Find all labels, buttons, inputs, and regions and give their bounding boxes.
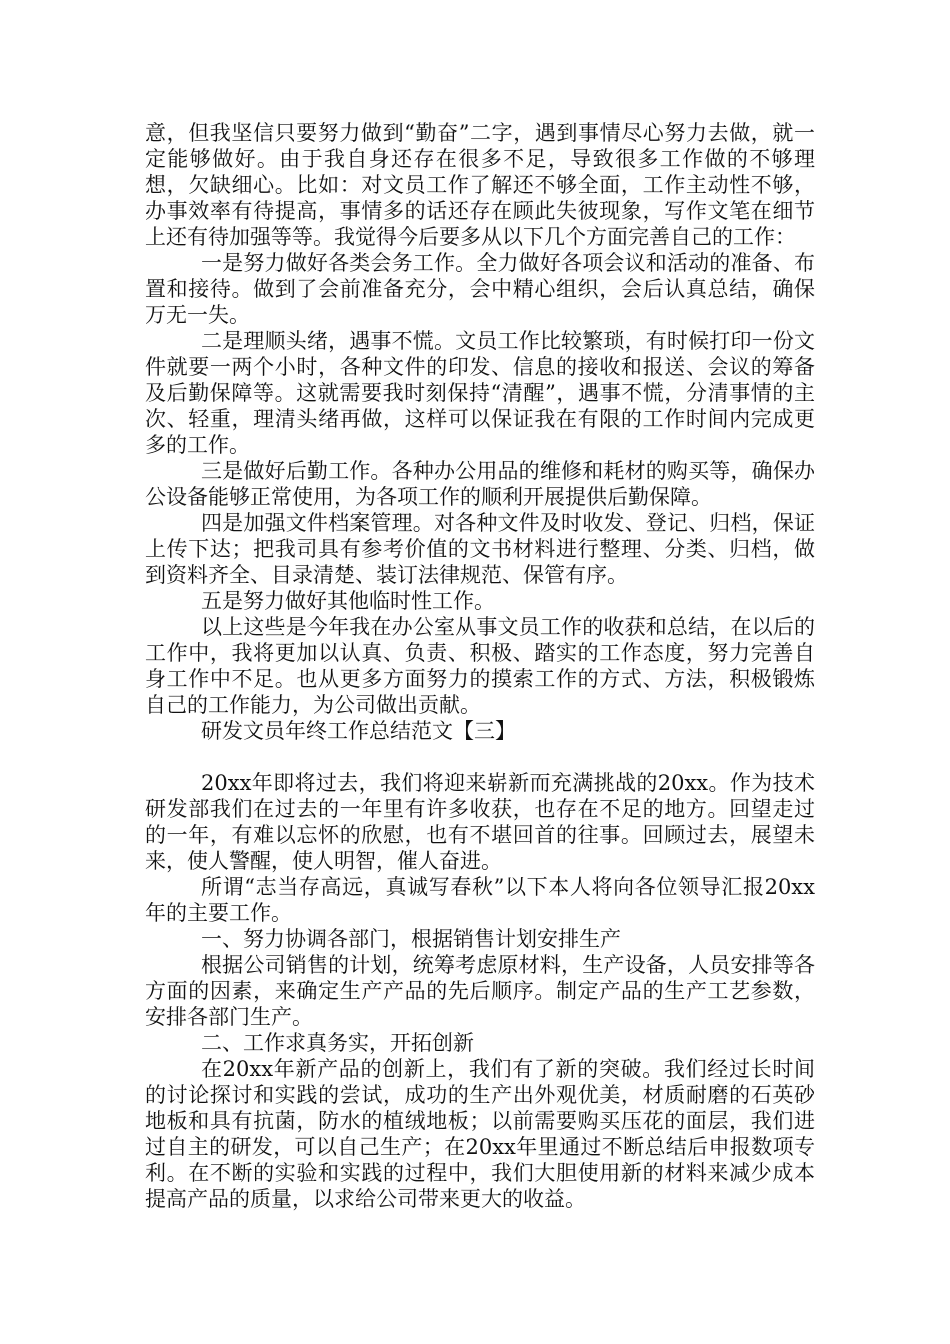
blank-line [145,744,815,770]
subsection-heading: 二、工作求真务实，开拓创新 [201,1031,474,1055]
body-paragraph: 一是努力做好各类会务工作。全力做好各项会议和活动的准备、布置和接待。做到了会前准备充分，会中精心组织，会后认真总结，确保万无一失。 [145,251,815,327]
body-paragraph: 四是加强文件档案管理。对各种文件及时收发、登记、归档，保证上传下达；把我司具有参考价值的文书材料进行整理、分类、归档，做到资料齐全、目录清楚、装订法律规范、保管有序。 [145,511,815,587]
body-paragraph: 所谓“志当存高远，真诚写春秋”以下本人将向各位领导汇报20xx年的主要工作。 [145,875,815,925]
body-paragraph: 根据公司销售的计划，统筹考虑原材料，生产设备，人员安排等各方面的因素，来确定生产产品的先后顺序。制定产品的生产工艺参数，安排各部门生产。 [145,953,815,1029]
body-paragraph: 三是做好后勤工作。各种办公用品的维修和耗材的购买等，确保办公设备能够正常使用，为各项工作的顺利开展提供后勤保障。 [145,459,815,509]
body-paragraph: 以上这些是今年我在办公室从事文员工作的收获和总结，在以后的工作中，我将更加以认真、负责、积极、踏实的工作态度，努力完善自身工作中不足。也从更多方面努力的摸索工作的方式、方法，积极锻炼自己的工作能力，为公司做出贡献。 [145,615,815,717]
document-page [145,120,815,1212]
body-paragraph: 20xx年即将过去，我们将迎来崭新而充满挑战的20xx。作为技术研发部我们在过去的一年里有许多收获，也存在不足的地方。回望走过的一年，有难以忘怀的欣慰，也有不堪回首的往事。回顾过去，展望未来，使人警醒，使人明智，催人奋进。 [145,771,815,873]
body-paragraph: 意，但我坚信只要努力做到“勤奋”二字，遇到事情尽心努力去做，就一定能够做好。由于我自身还存在很多不足，导致很多工作做的不够理想，欠缺细心。比如：对文员工作了解还不够全面，工作主动性不够，办事效率有待提高，事情多的话还存在顾此失彼现象，写作文笔在细节上还有待加强等等。我觉得今后要多从以下几个方面完善自己的工作： [145,121,815,249]
body-paragraph: 二是理顺头绪，遇事不慌。文员工作比较繁琐，有时候打印一份文件就要一两个小时，各种文件的印发、信息的接收和报送、会议的筹备及后勤保障等。这就需要我时刻保持“清醒”，遇事不慌，分清事情的主次、轻重，理清头绪再做，这样可以保证我在有限的工作时间内完成更多的工作。 [145,329,815,457]
section-heading: 研发文员年终工作总结范文【三】 [201,719,516,743]
subsection-heading: 一、努力协调各部门，根据销售计划安排生产 [201,927,621,951]
body-paragraph: 在20xx年新产品的创新上，我们有了新的突破。我们经过长时间的讨论探讨和实践的尝试，成功的生产出外观优美，材质耐磨的石英砂地板和具有抗菌，防水的植绒地板；以前需要购买压花的面层，我们进过自主的研发，可以自己生产；在20xx年里通过不断总结后申报数项专利。在不断的实验和实践的过程中，我们大胆使用新的材料来减少成本提高产品的质量，以求给公司带来更大的收益。 [145,1057,815,1211]
body-paragraph: 五是努力做好其他临时性工作。 [201,589,495,613]
